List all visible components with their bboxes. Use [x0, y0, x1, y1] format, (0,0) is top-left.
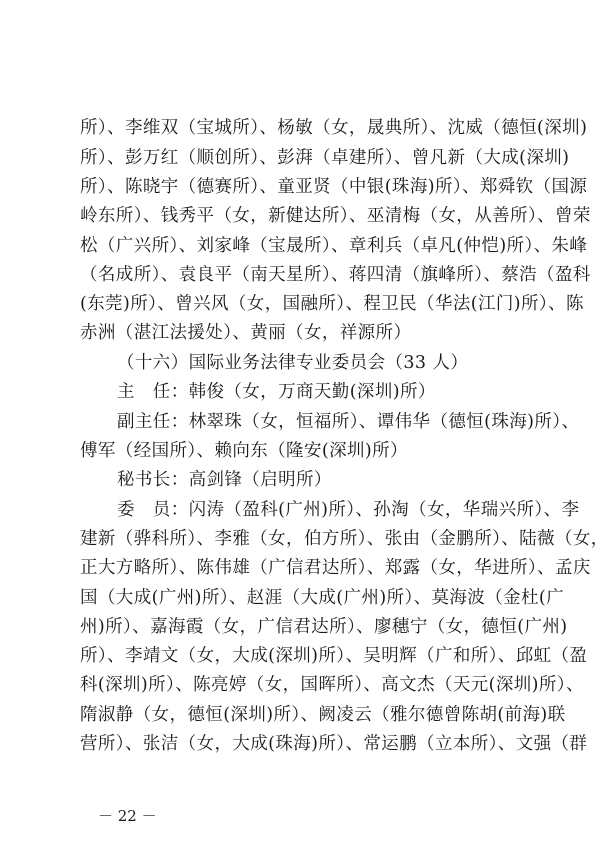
- text-line: 建新（骅科所）、李雅（女，伯方所）、张由（金鹏所）、陆薇（女，: [80, 529, 609, 549]
- text-line: 赤洲（湛江法援处）、黄丽（女，祥源所）: [80, 323, 412, 343]
- text-line: 隋淑静（女，德恒(深圳)所）、阙凌云（雅尔德曾陈胡(前海)联: [80, 705, 566, 725]
- text-line: 州)所）、嘉海霞（女，广信君达所）、廖穗宁（女，德恒(广州): [80, 617, 568, 637]
- members-line: 委 员：闪涛（盈科(广州)所）、孙淘（女，华瑞兴所）、李: [117, 500, 580, 520]
- text-line: 傅军（经国所）、赖向东（隆安(深圳)所）: [80, 441, 408, 461]
- text-line: (东莞)所）、曾兴风（女，国融所）、程卫民（华法(江门)所）、陈: [80, 294, 584, 314]
- text-line: 正大方略所）、陈伟雄（广信君达所）、郑露（女，华进所）、孟庆: [80, 558, 591, 578]
- text-line: 所）、陈晓宇（德赛所）、童亚贤（中银(珠海)所）、郑舜钦（国源: [80, 177, 588, 197]
- page-number: － 22 －: [98, 807, 157, 825]
- text-line: 科(深圳)所）、陈亮婷（女，国晖所）、高文杰（天元(深圳)所）、: [80, 675, 584, 695]
- section-heading: （十六）国际业务法律专业委员会（33 人）: [117, 353, 469, 373]
- text-line: 所）、李靖文（女，大成(深圳)所）、吴明辉（广和所）、邱虹（盈: [80, 646, 588, 666]
- vice-chair-line: 副主任：林翠珠（女，恒福所）、谭伟华（德恒(珠海)所）、: [117, 412, 580, 432]
- text-line: 所）、李维双（宝城所）、杨敏（女，晟典所）、沈威（德恒(深圳): [80, 118, 588, 138]
- text-line: 岭东所）、钱秀平（女，新健达所）、巫清梅（女，从善所）、曾荣: [80, 206, 591, 226]
- secretary-general-line: 秘书长：高剑锋（启明所）: [117, 470, 332, 490]
- text-line: 国（大成(广州)所）、赵涯（大成(广州)所）、莫海波（金杜(广: [80, 588, 565, 608]
- text-line: 营所）、张洁（女，大成(珠海)所）、常运鹏（立本所）、文强（群: [80, 734, 588, 754]
- text-line: （名成所）、袁良平（南天星所）、蒋四清（旗峰所）、蔡浩（盈科: [80, 265, 591, 285]
- text-line: 松（广兴所）、刘家峰（宝晟所）、章利兵（卓凡(仲恺)所）、朱峰: [80, 236, 588, 256]
- text-line: 所）、彭万红（顺创所）、彭湃（卓建所）、曾凡新（大成(深圳): [80, 148, 570, 168]
- chair-line: 主 任：韩俊（女，万商天勤(深圳)所）: [117, 382, 436, 402]
